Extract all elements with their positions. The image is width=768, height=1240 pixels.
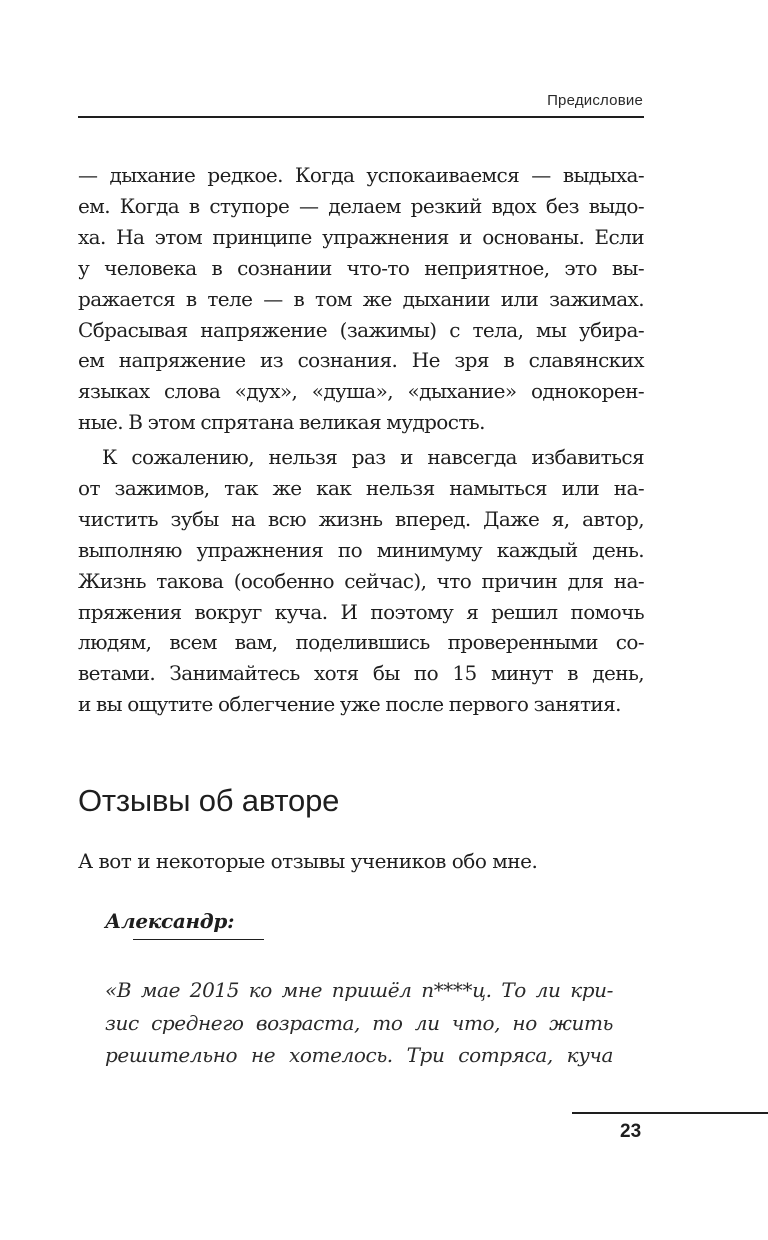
text-line: у человека в сознании что-то неприятное, это вы- — [78, 255, 644, 280]
text-line: ем напряжение из сознания. Не зря в славянских — [78, 348, 644, 373]
testimonial-quote — [105, 974, 613, 1072]
body-paragraph-2 — [78, 442, 644, 720]
text-line: ем. Когда в ступоре — делаем резкий вдох без выдо- — [78, 193, 644, 218]
section-intro: А вот и некоторые отзывы учеников обо мне. — [78, 849, 538, 873]
text-line: Жизнь такова (особенно сейчас), что причин для на- — [78, 568, 644, 593]
text-line: от зажимов, так же как нельзя намыться или на- — [78, 475, 644, 500]
footer-rule — [572, 1112, 768, 1114]
text-line: ха. На этом принципе упражнения и основаны. Если — [78, 224, 644, 249]
body-paragraph-1 — [78, 160, 644, 438]
section-heading: Отзывы об авторе — [78, 783, 340, 818]
text-line: — дыхание редкое. Когда успокаиваемся — выдыха- — [78, 163, 644, 187]
quote-line: решительно не хотелось. Три сотряса, куча — [105, 1043, 613, 1067]
text-line: пряжения вокруг куча. И поэтому я решил помочь — [78, 599, 644, 624]
page-number: 23 — [620, 1121, 642, 1142]
text-line: языках слова «дух», «душа», «дыхание» однокорен- — [78, 379, 644, 404]
quote-line: «В мае 2015 ко мне пришёл п****ц. То ли кри- — [105, 978, 613, 1002]
text-line: К сожалению, нельзя раз и навсегда избавиться — [102, 445, 644, 469]
author-underline — [133, 939, 264, 940]
text-line: ветами. Занимайтесь хотя бы по 15 минут в день, — [78, 661, 644, 686]
text-line: и вы ощутите облегчение уже после первого занятия. — [78, 692, 621, 717]
text-line: ные. В этом спрятана великая мудрость. — [78, 410, 485, 435]
text-line: выполняю упражнения по минимуму каждый день. — [78, 537, 644, 562]
text-line: ражается в теле — в том же дыхании или зажимах. — [78, 286, 644, 311]
running-head-title: Предисловие — [547, 92, 643, 109]
text-line: чистить зубы на всю жизнь вперед. Даже я, автор, — [78, 506, 644, 531]
quote-line: зис среднего возраста, то ли что, но жить — [105, 1010, 613, 1035]
text-line: людям, всем вам, поделившись проверенными со- — [78, 630, 644, 655]
header-rule — [78, 116, 644, 118]
testimonial-author: Александр: — [105, 909, 235, 933]
text-line: Сбрасывая напряжение (зажимы) с тела, мы убира- — [78, 317, 644, 342]
